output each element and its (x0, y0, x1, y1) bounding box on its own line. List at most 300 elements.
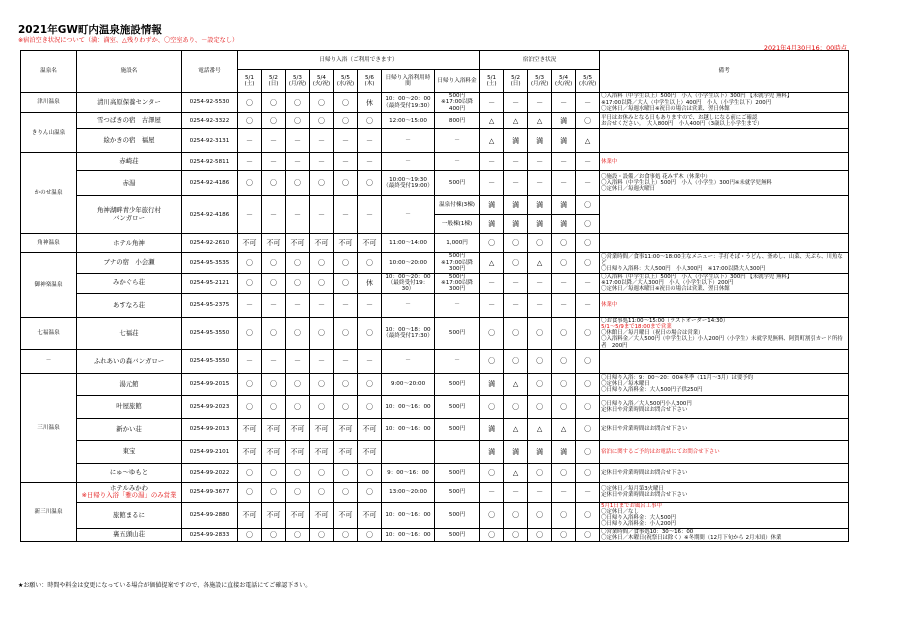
dayuse-status: 〇 (262, 253, 286, 273)
dayuse-status: 〇 (238, 317, 262, 349)
dayuse-status: 〇 (238, 273, 262, 293)
table-row (21, 418, 849, 440)
lodging-status: 〇 (552, 349, 576, 373)
dayuse-hours: 12:00～15:00 (382, 113, 435, 129)
lodging-status: 満 (504, 215, 528, 234)
lodging-status: － (480, 293, 504, 317)
dayuse-status: － (310, 129, 334, 153)
lodging-status: 満 (552, 440, 576, 463)
dayuse-status: 〇 (286, 528, 310, 541)
dayuse-status: 〇 (238, 395, 262, 418)
dayuse-status: 不可 (334, 234, 358, 253)
dayuse-status: 不可 (334, 440, 358, 463)
dayuse-status: － (238, 153, 262, 171)
lodging-status: 〇 (576, 373, 600, 395)
remark-line: 5月1日までお風呂工事中 (601, 502, 662, 509)
dayuse-status: 不可 (358, 440, 382, 463)
dayuse-hours: － (382, 153, 435, 171)
weekday-label: (火/祝) (312, 81, 331, 87)
phone-number: 0254-92-3131 (182, 129, 238, 153)
col-dayuse-fee: 日帰り入浴料金 (435, 70, 480, 93)
facility-name (77, 171, 182, 196)
lodging-status: 満 (504, 440, 528, 463)
dayuse-status: － (334, 293, 358, 317)
lodging-status: － (480, 93, 504, 113)
dayuse-fee: 500円 ※17:00以降300円 (435, 273, 480, 293)
dayuse-fee: 500円 (435, 373, 480, 395)
lodging-type: 温泉付棟(3棟) (435, 196, 480, 215)
dayuse-status: － (286, 153, 310, 171)
lodging-status: 満 (480, 440, 504, 463)
dayuse-status: － (238, 293, 262, 317)
dayuse-status: 不可 (310, 234, 334, 253)
dayuse-status: 〇 (286, 273, 310, 293)
phone-number: 0254-92-5530 (182, 93, 238, 113)
lodging-status: 〇 (504, 253, 528, 273)
dayuse-fee: 500円 (435, 418, 480, 440)
dayuse-status: 〇 (238, 171, 262, 196)
facility-name-text: 赤湯 (122, 178, 136, 187)
facility-name (77, 273, 182, 293)
dayuse-status: 不可 (286, 418, 310, 440)
remarks: 〇入浴料（中学生以上）500円 小人（小学生以下）300円 【未就学児 無料】 ※17:00以降／大人（中学生以上）400円 小人（小学生以下）200円 〇定休日／毎週水曜日※祝日の場合は営業、翌日休館 (600, 93, 849, 113)
dayuse-status: 〇 (334, 317, 358, 349)
dayuse-hours: 10：00～20：00 （最終受付19：30） (382, 273, 435, 293)
table-row (21, 528, 849, 541)
remark-line: 〇入浴料金／大人500円（中学生以上）小人200円（小学生）未就学児無料、阿賀町割引カード所持者 200円 (601, 336, 843, 349)
dayuse-status: 不可 (310, 502, 334, 528)
lodging-status: △ (480, 253, 504, 273)
phone-number: 0254-95-2375 (182, 293, 238, 317)
lodging-status: 満 (552, 215, 576, 234)
lodging-status: 〇 (504, 349, 528, 373)
dayuse-status: 〇 (238, 463, 262, 482)
remarks: 定休日や営業時間はお問合せ下さい (600, 418, 849, 440)
lodging-status: 〇 (576, 317, 600, 349)
lodging-status: 満 (528, 196, 552, 215)
facility-name (77, 93, 182, 113)
facility-name-text: あすなろ荘 (113, 300, 145, 309)
remarks (600, 502, 849, 528)
lodging-status: △ (480, 113, 504, 129)
as-of-date: 2021年4月30日16：00時点 (763, 44, 847, 52)
dayuse-status: 〇 (286, 317, 310, 349)
onsen-name: － (21, 349, 77, 373)
lodging-status: 〇 (480, 395, 504, 418)
table-row (21, 171, 849, 196)
dayuse-date-header (334, 70, 358, 93)
remarks: 休業中 (600, 153, 849, 171)
lodging-status: 満 (480, 373, 504, 395)
dayuse-hours: － (382, 129, 435, 153)
dayuse-fee (435, 440, 480, 463)
weekday-label: (水/祝) (578, 81, 597, 87)
dayuse-status: － (286, 196, 310, 234)
dayuse-status: 〇 (286, 171, 310, 196)
lodging-status: 〇 (504, 234, 528, 253)
dayuse-fee: 500円 (435, 171, 480, 196)
onsen-name: 御神楽温泉 (21, 253, 77, 318)
lodging-status: 満 (480, 196, 504, 215)
lodging-status: △ (552, 418, 576, 440)
dayuse-status: － (358, 293, 382, 317)
phone-number: 0254-99-2880 (182, 502, 238, 528)
table-row (21, 463, 849, 482)
dayuse-status: 〇 (310, 528, 334, 541)
legend-note: ※宿泊空き状況について（満：満室、△残りわずか、〇空室あり、－設定なし） (18, 37, 239, 44)
facility-name-text: 旅館まるに (113, 510, 145, 519)
lodging-status: 満 (504, 196, 528, 215)
onsen-name: 新三川温泉 (21, 482, 77, 541)
dayuse-status: 〇 (334, 171, 358, 196)
facility-name (77, 373, 182, 395)
dayuse-hours: 10：00～16：00 (382, 528, 435, 541)
dayuse-status: － (310, 196, 334, 234)
lodging-status: 〇 (576, 418, 600, 440)
date-label: 5/1 (487, 74, 497, 81)
dayuse-fee: 1,000円 (435, 234, 480, 253)
phone-number: 0254-92-4186 (182, 196, 238, 234)
dayuse-status: 〇 (262, 317, 286, 349)
table-row (21, 502, 849, 528)
dayuse-status: 不可 (262, 234, 286, 253)
facility-name (77, 349, 182, 373)
dayuse-fee: 800円 (435, 113, 480, 129)
dayuse-status: － (334, 349, 358, 373)
lodging-status: 〇 (552, 395, 576, 418)
phone-number: 0254-99-2015 (182, 373, 238, 395)
lodging-status: 〇 (528, 502, 552, 528)
dayuse-status: 〇 (358, 528, 382, 541)
lodging-status: 満 (480, 418, 504, 440)
facility-name (77, 196, 182, 234)
facility-name (77, 395, 182, 418)
remarks: 〇施設・設備／お食事処 花みず木（休業中） 〇入浴料（中学生以上）500円 小人（小学生）300円※未就学児無料 〇定休日／毎週火曜日 (600, 171, 849, 196)
dayuse-status: 〇 (358, 253, 382, 273)
dayuse-status: 〇 (262, 171, 286, 196)
dayuse-status: 〇 (310, 273, 334, 293)
lodging-status: 〇 (504, 317, 528, 349)
dayuse-status: － (286, 293, 310, 317)
phone-number: 0254-99-3677 (182, 482, 238, 502)
col-dayuse-hours: 日帰り入浴利用時間 (382, 70, 435, 93)
phone-number: 0254-99-2013 (182, 418, 238, 440)
lodging-status: 満 (480, 215, 504, 234)
facility-name (77, 317, 182, 349)
lodging-status: 〇 (576, 395, 600, 418)
remarks: 平日はお休みとなる日もありますので、お越しになる前にご確認 お合せください。 大人800円 小人400円（3歳以上小学生まで） (600, 113, 849, 129)
dayuse-hours: 10：00～16：00 (382, 418, 435, 440)
lodging-status: 〇 (552, 317, 576, 349)
lodging-status: － (528, 93, 552, 113)
dayuse-hours (382, 440, 435, 463)
table-row (21, 293, 849, 317)
remark-line: 〇休館日／毎月曜日（祝日の場合は営業） (601, 330, 704, 337)
dayuse-hours: 9:00～20:00 (382, 373, 435, 395)
dayuse-hours: 13:00～20:00 (382, 482, 435, 502)
dayuse-status: － (358, 129, 382, 153)
dayuse-status: 〇 (262, 482, 286, 502)
dayuse-status: 不可 (310, 418, 334, 440)
dayuse-status: 〇 (286, 113, 310, 129)
dayuse-fee: － (435, 293, 480, 317)
remark-line: 〇お食事処11:00～15:00（ラストオーダー14:30） (601, 317, 729, 324)
dayuse-status: 〇 (334, 482, 358, 502)
dayuse-status: 不可 (358, 234, 382, 253)
lodging-status: － (576, 273, 600, 293)
dayuse-hours: 10:00～19:30 （最終受付19:00） (382, 171, 435, 196)
lodging-status: － (552, 482, 576, 502)
lodging-status: 〇 (480, 234, 504, 253)
dayuse-status: 〇 (262, 463, 286, 482)
table-row (21, 234, 849, 253)
lodging-status: △ (480, 129, 504, 153)
dayuse-status: 不可 (262, 418, 286, 440)
remark-line: 5/1～5/9まで18:00まで営業 (601, 324, 672, 330)
dayuse-hours: － (382, 293, 435, 317)
lodging-status: － (528, 482, 552, 502)
dayuse-hours: 10：00～16：00 (382, 502, 435, 528)
table-row (21, 395, 849, 418)
date-label: 5/2 (268, 74, 278, 81)
lodging-status: 〇 (504, 395, 528, 418)
lodging-status: － (576, 293, 600, 317)
lodging-status: 〇 (480, 463, 504, 482)
dayuse-status: 〇 (358, 171, 382, 196)
dayuse-status: 〇 (358, 463, 382, 482)
lodging-status: 〇 (552, 528, 576, 541)
date-label: 5/3 (292, 74, 302, 81)
facility-name-text: 絵かきの宿 福屋 (103, 136, 155, 145)
dayuse-status: 不可 (286, 234, 310, 253)
table-row (21, 440, 849, 463)
lodging-status: △ (528, 253, 552, 273)
lodging-status: 〇 (576, 253, 600, 273)
dayuse-status: 〇 (334, 93, 358, 113)
facility-name-text: 雪つばきの宿 古澤屋 (97, 116, 161, 125)
dayuse-status: － (238, 196, 262, 234)
facility-name (77, 502, 182, 528)
table-row (21, 317, 849, 349)
dayuse-hours: 9：00～16：00 (382, 463, 435, 482)
dayuse-status: 〇 (334, 113, 358, 129)
dayuse-hours: 10：00～18：00 （最終受付17:30） (382, 317, 435, 349)
col-phone: 電話番号 (182, 51, 238, 93)
lodging-status: 〇 (576, 215, 600, 234)
dayuse-status: － (238, 349, 262, 373)
dayuse-status: 〇 (262, 273, 286, 293)
dayuse-status: 不可 (334, 418, 358, 440)
dayuse-status: 不可 (286, 440, 310, 463)
weekday-label: (火/祝) (554, 81, 573, 87)
remarks: 定休日や営業時間はお問合せ下さい (600, 463, 849, 482)
dayuse-status: － (358, 349, 382, 373)
dayuse-status: － (286, 129, 310, 153)
date-label: 5/3 (535, 74, 545, 81)
dayuse-status: 〇 (310, 395, 334, 418)
date-label: 5/6 (364, 74, 374, 81)
remarks: 〇営業時間／食事処10：30～16：00 〇定休日／木曜日(祝祭日は除く）※冬期間（12月下旬から 2月末頃）休業 (600, 528, 849, 541)
lodging-status: － (576, 153, 600, 171)
lodging-status: 〇 (552, 234, 576, 253)
lodging-status: － (552, 171, 576, 196)
dayuse-status: 〇 (310, 482, 334, 502)
dayuse-hours: 10:00～20:00 (382, 253, 435, 273)
date-label: 5/5 (583, 74, 593, 81)
remarks: 〇定休日／毎月第3火曜日 定休日や営業時間はお問合せ下さい (600, 482, 849, 502)
date-label: 5/4 (316, 74, 326, 81)
lodging-status: 〇 (576, 196, 600, 215)
lodging-date-header (552, 70, 576, 93)
dayuse-status: 〇 (286, 463, 310, 482)
date-label: 5/5 (340, 74, 350, 81)
lodging-status: － (552, 293, 576, 317)
date-label: 5/1 (244, 74, 254, 81)
lodging-status: 〇 (576, 349, 600, 373)
facility-name-text: 湯元館 (119, 379, 139, 388)
lodging-status: 〇 (480, 528, 504, 541)
lodging-status: 満 (552, 196, 576, 215)
dayuse-status: 不可 (238, 502, 262, 528)
dayuse-status: － (310, 349, 334, 373)
table-row (21, 129, 849, 153)
phone-number: 0254-95-3550 (182, 317, 238, 349)
dayuse-date-header (286, 70, 310, 93)
dayuse-status: 不可 (262, 440, 286, 463)
dayuse-status: 〇 (262, 528, 286, 541)
facility-name (77, 418, 182, 440)
dayuse-status: 不可 (358, 418, 382, 440)
dayuse-status: 〇 (238, 93, 262, 113)
facility-name (77, 440, 182, 463)
facility-name-text: 角神湖畔青少年旅行村 バンガロー (97, 206, 161, 222)
dayuse-status: 〇 (286, 93, 310, 113)
dayuse-status: 休 (358, 273, 382, 293)
dayuse-status: 〇 (310, 317, 334, 349)
dayuse-date-header (262, 70, 286, 93)
facility-name (77, 528, 182, 541)
dayuse-fee: 500円 (435, 528, 480, 541)
dayuse-status: 〇 (334, 395, 358, 418)
lodging-status: △ (576, 129, 600, 153)
dayuse-status: 〇 (310, 463, 334, 482)
dayuse-fee: 500円 (435, 395, 480, 418)
dayuse-fee: － (435, 349, 480, 373)
facility-name-text: ホテル角神 (113, 238, 145, 247)
facility-name (77, 129, 182, 153)
lodging-status: △ (504, 463, 528, 482)
lodging-status: 〇 (552, 463, 576, 482)
lodging-status: － (504, 153, 528, 171)
facility-name (77, 153, 182, 171)
page-title: 2021年GW町内温泉施設情報 (18, 24, 162, 36)
dayuse-status: － (310, 153, 334, 171)
phone-number: 0254-95-3550 (182, 349, 238, 373)
lodging-status: 満 (528, 129, 552, 153)
dayuse-status: － (334, 129, 358, 153)
dayuse-status: 〇 (334, 253, 358, 273)
phone-number: 0254-99-2101 (182, 440, 238, 463)
lodging-status: 満 (528, 440, 552, 463)
facility-name-text: にゅ～ゆもと (109, 468, 149, 477)
lodging-status: 〇 (528, 373, 552, 395)
lodging-status: 〇 (552, 502, 576, 528)
dayuse-status: － (262, 129, 286, 153)
lodging-status: 満 (528, 215, 552, 234)
col-remarks: 備考 (600, 51, 849, 93)
dayuse-hours: 10：00～20：00 （最終受付19:30） (382, 93, 435, 113)
dayuse-status: 〇 (334, 528, 358, 541)
weekday-label: (土) (486, 81, 497, 87)
table-row (21, 93, 849, 113)
lodging-status: 〇 (480, 317, 504, 349)
dayuse-status: 〇 (238, 482, 262, 502)
remarks: 〇日帰り入浴／大人500円小人300円 定休日や営業時間はお問合せ下さい (600, 395, 849, 418)
lodging-status: 〇 (480, 502, 504, 528)
dayuse-fee: 500円 (435, 317, 480, 349)
onsen-name: 角神温泉 (21, 234, 77, 253)
table-row (21, 349, 849, 373)
lodging-status: － (480, 171, 504, 196)
dayuse-fee: 500円 ※17:00以降300円 (435, 253, 480, 273)
remarks: 〇入浴料（中学生以上）500円 小人（小学生以下）300円 【未就学児 無料】 ※17:00以降／大人300円 小人（小学生以下）200円 〇定休日／毎週木曜日※祝日の場合は営業、翌日休館 (600, 273, 849, 293)
dayuse-status: 〇 (286, 482, 310, 502)
lodging-status: － (504, 273, 528, 293)
lodging-status: 〇 (576, 502, 600, 528)
lodging-status: 〇 (576, 528, 600, 541)
facility-name (77, 234, 182, 253)
col-facility: 施設名 (77, 51, 182, 93)
table-row (21, 196, 849, 215)
footnote: ★お願い：時間や料金は変更になっている場合が価値提案ですので、各施設に直接お電話にてご確認下さい。 (18, 582, 312, 589)
remarks (600, 349, 849, 373)
table-row (21, 482, 849, 502)
remarks (600, 234, 849, 253)
dayuse-status: 〇 (238, 253, 262, 273)
lodging-status: － (480, 482, 504, 502)
dayuse-status: 〇 (310, 113, 334, 129)
facility-name-text: ホテルみかわ (109, 483, 149, 492)
lodging-status: 〇 (552, 253, 576, 273)
dayuse-status: 不可 (334, 502, 358, 528)
table-row (21, 273, 849, 293)
dayuse-status: 〇 (310, 253, 334, 273)
phone-number: 0254-92-4186 (182, 171, 238, 196)
table-row (21, 253, 849, 273)
dayuse-status: － (358, 196, 382, 234)
dayuse-fee: 500円 (435, 502, 480, 528)
facility-name-text: ブナの宿 小会瀬 (103, 258, 155, 267)
remarks: 宿泊に関するご予約はお電話にてお問合せ下さい (600, 440, 849, 463)
dayuse-status: － (262, 153, 286, 171)
dayuse-fee: 500円 ※17:00以降400円 (435, 93, 480, 113)
dayuse-status: 不可 (358, 502, 382, 528)
dayuse-status: 〇 (334, 373, 358, 395)
dayuse-status: 〇 (262, 373, 286, 395)
lodging-status: － (480, 153, 504, 171)
lodging-status: 〇 (528, 463, 552, 482)
facility-name-text: 東宝 (122, 447, 136, 456)
dayuse-status: 〇 (358, 317, 382, 349)
dayuse-status: 不可 (238, 440, 262, 463)
onsen-name: 津川温泉 (21, 93, 77, 113)
lodging-date-header (504, 70, 528, 93)
dayuse-hours: － (382, 349, 435, 373)
lodging-status: － (576, 93, 600, 113)
dayuse-status: － (262, 293, 286, 317)
dayuse-hours: 11:00～14:00 (382, 234, 435, 253)
facility-name (77, 113, 182, 129)
